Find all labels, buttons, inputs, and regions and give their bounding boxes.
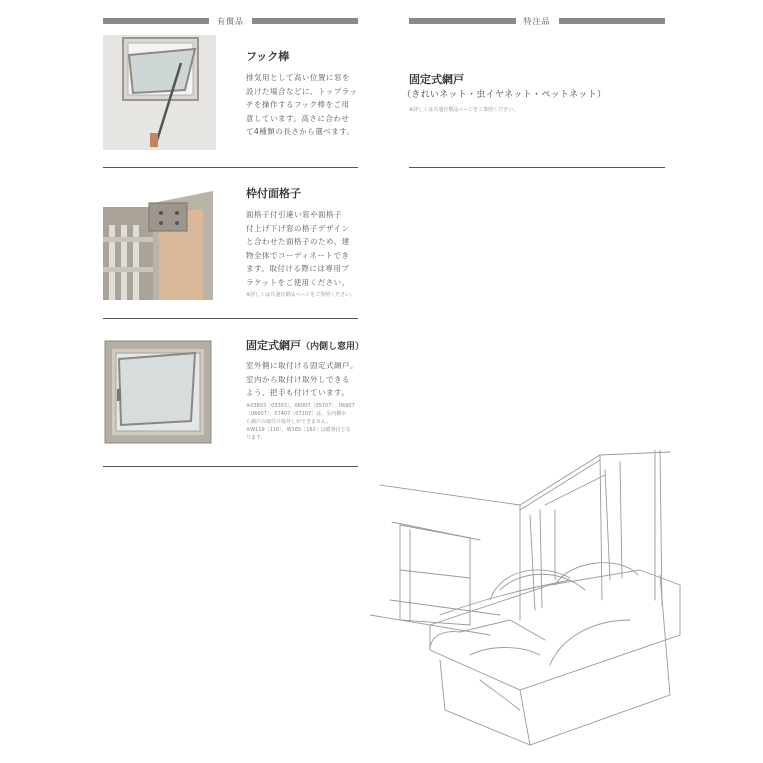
header-bar-left: [103, 18, 209, 24]
interior-sketch-illustration: [370, 450, 690, 750]
divider: [103, 167, 358, 168]
note-line: ※03603［03303］、06007［05707］、06907: [246, 403, 355, 409]
note-line: ります。: [246, 435, 266, 441]
header-bar-left: [409, 18, 516, 24]
desc-line: 室外側に取付ける固定式網戸。: [246, 361, 358, 370]
custom-screen-note: ※詳しくは共通有償品ページをご参照ください。: [409, 107, 519, 113]
custom-screen-title: 固定式網戸: [409, 73, 464, 86]
right-section-header: [409, 17, 665, 25]
desc-line: 室内から取付け取外しできる: [246, 374, 350, 384]
header-bar-right: [559, 18, 666, 24]
fixed-screen-title-suffix: （内側し窓用）: [301, 342, 365, 352]
fixed-screen-title: [246, 337, 364, 353]
desc-line: ます。取付ける際には専用ブ: [246, 264, 350, 273]
fixed-screen-notes: [246, 402, 361, 442]
lattice-description: [246, 208, 361, 289]
desc-line: 面格子付引違い窓や面格子: [246, 210, 342, 219]
hook-pole-title: フック棒: [246, 50, 290, 63]
hook-pole-image: [103, 35, 216, 150]
lattice-image: [103, 185, 215, 300]
divider: [409, 167, 665, 168]
fixed-screen-illustration: [103, 339, 213, 445]
fixed-screen-description: [246, 359, 366, 400]
desc-line: と合わせた面格子のため、建: [246, 237, 350, 246]
lattice-title: 枠付面格子: [246, 187, 301, 200]
desc-line: 排気用として高い位置に窓を: [246, 73, 350, 82]
desc-line: チを操作するフック棒をご用: [246, 100, 350, 109]
desc-line: 設けた場合などに、トップラッ: [246, 86, 358, 96]
fixed-screen-title-main: 固定式網戸: [246, 339, 301, 352]
left-section-header: [103, 17, 358, 25]
right-section-label: 特注品: [523, 16, 551, 26]
hook-pole-description: [246, 71, 361, 139]
interior-sketch: [370, 450, 690, 750]
desc-line: 物全体でコーディネートでき: [246, 250, 350, 260]
left-section-label: 有償品: [217, 16, 244, 26]
desc-line: 意しています。高さに合わせ: [246, 113, 350, 123]
desc-line: よう、把手も付けています。: [246, 388, 350, 397]
desc-line: ラケットをご使用ください。: [246, 277, 350, 287]
custom-screen-subtitle: （きれいネット・虫イヤネット・ペットネット）: [402, 90, 607, 100]
desc-line: 付上げ下げ窓の格子デザイン: [246, 223, 350, 233]
lattice-note: ※詳しくは共通有償品ページをご参照ください。: [246, 292, 356, 298]
header-bar-right: [252, 18, 358, 24]
note-line: ら網戸の取付け取外しができません。: [246, 419, 332, 425]
lattice-illustration: [103, 185, 215, 300]
note-line: ※W119［116］、W165［162］は縦骨付とな: [246, 427, 351, 433]
hook-pole-illustration: [103, 35, 216, 150]
fixed-screen-image: [103, 339, 213, 445]
desc-line: て4種類の長さから選べます。: [246, 127, 355, 136]
divider: [103, 466, 358, 467]
divider: [103, 318, 358, 319]
note-line: ［06607］、07407［07107］は、室内側か: [246, 411, 347, 417]
